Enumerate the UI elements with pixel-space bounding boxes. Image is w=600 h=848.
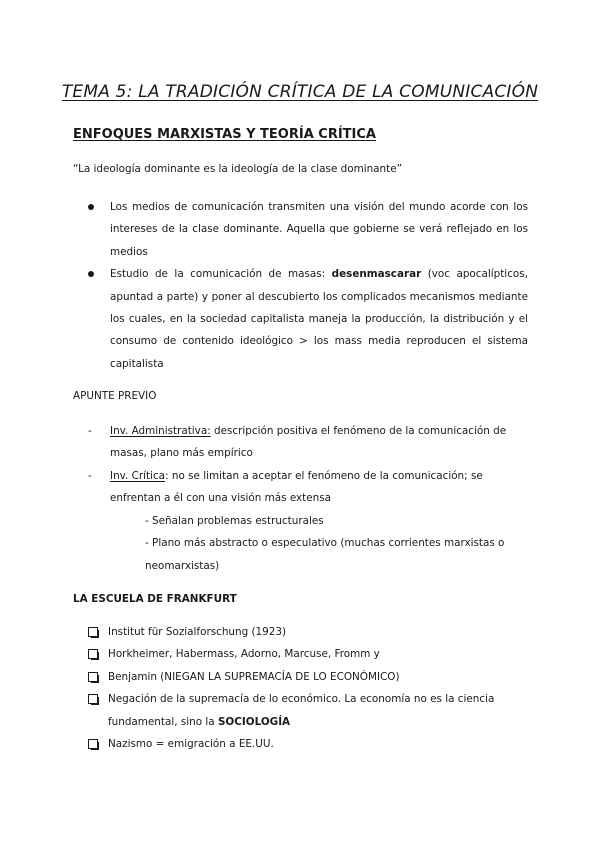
bullet-list-medios — [88, 196, 528, 375]
bullet-dot-icon — [88, 204, 94, 210]
dash-term: Inv. Crítica — [110, 469, 166, 482]
quote-ideologia: “La ideología dominante es la ideología de la clase dominante” — [73, 163, 402, 175]
bullet-item — [88, 196, 528, 263]
dash-icon: - — [88, 425, 92, 437]
dash-text: : no se limitan a aceptar el fenómeno de la comunicación; se enfrentan a él con una visión más extensa — [110, 469, 483, 505]
dash-term: Inv. Administrativa: — [110, 425, 211, 437]
section-heading-escuela-frankfurt: LA ESCUELA DE FRANKFURT — [73, 593, 237, 605]
dash-icon: - — [88, 469, 92, 482]
bullet-dot-icon — [88, 271, 94, 277]
dash-text: descripción positiva el fenómeno de la comunicación de masas, plano más empírico — [110, 425, 507, 460]
checklist-text: Benjamin (NIEGAN LA SUPREMACÍA DE LO ECONÓMICO) — [108, 670, 400, 683]
section-heading-enfoques-marxistas: ENFOQUES MARXISTAS Y TEORÍA CRÍTICA — [73, 127, 376, 142]
checklist-item — [88, 643, 528, 665]
bullet-bold-term: desenmascarar — [331, 268, 422, 281]
apunte-previo-label: APUNTE PREVIO — [73, 390, 157, 402]
bullet-text: Los medios de comunicación transmiten una visión del mundo acorde con los intereses de la clase dominante. Aquella que gobierne se verá reflejado en los medios — [110, 201, 528, 258]
dash-item — [88, 420, 528, 465]
checkbox-bullet-icon — [88, 694, 98, 704]
sub-item: - Plano más abstracto o especulativo (muchas corrientes marxistas o neomarxistas) — [145, 537, 505, 572]
checklist-text: Horkheimer, Habermass, Adorno, Marcuse, Fromm y — [108, 648, 380, 661]
bullet-item — [88, 263, 528, 375]
checklist-text-before: Negación de la supremacía de lo económico. La economía no es la ciencia fundamental, sino la — [108, 693, 495, 728]
bullet-text-before: Estudio de la comunicación de masas: — [110, 268, 332, 281]
checklist-item — [88, 733, 528, 755]
checklist-text: Nazismo = emigración a EE.UU. — [108, 738, 274, 751]
checklist-bold-term: SOCIOLOGÍA — [217, 715, 291, 728]
checklist-item — [88, 688, 528, 733]
checklist-item — [88, 666, 528, 688]
checkbox-bullet-icon — [88, 649, 98, 659]
sub-list-critica — [145, 510, 525, 577]
page-title: TEMA 5: LA TRADICIÓN CRÍTICA DE LA COMUNICACIÓN — [61, 82, 539, 102]
checkbox-bullet-icon — [88, 739, 98, 749]
dash-item — [88, 465, 528, 510]
sub-item: - Señalan problemas estructurales — [145, 515, 324, 527]
checklist-frankfurt — [88, 621, 528, 755]
bullet-text-after: (voc apocalípticos, apuntad a parte) y poner al descubierto los complicados mecanismos mediante los cuales, en la sociedad capitalista maneja la producción, la distribución y el consumo de contenido ideológico > los mass media reproducen el sistema capitalista — [110, 268, 528, 370]
checkbox-bullet-icon — [88, 627, 98, 637]
checkbox-bullet-icon — [88, 672, 98, 682]
dash-list-apunte — [88, 420, 528, 510]
checklist-text: Institut für Sozialforschung (1923) — [108, 626, 287, 638]
checklist-item — [88, 621, 528, 643]
